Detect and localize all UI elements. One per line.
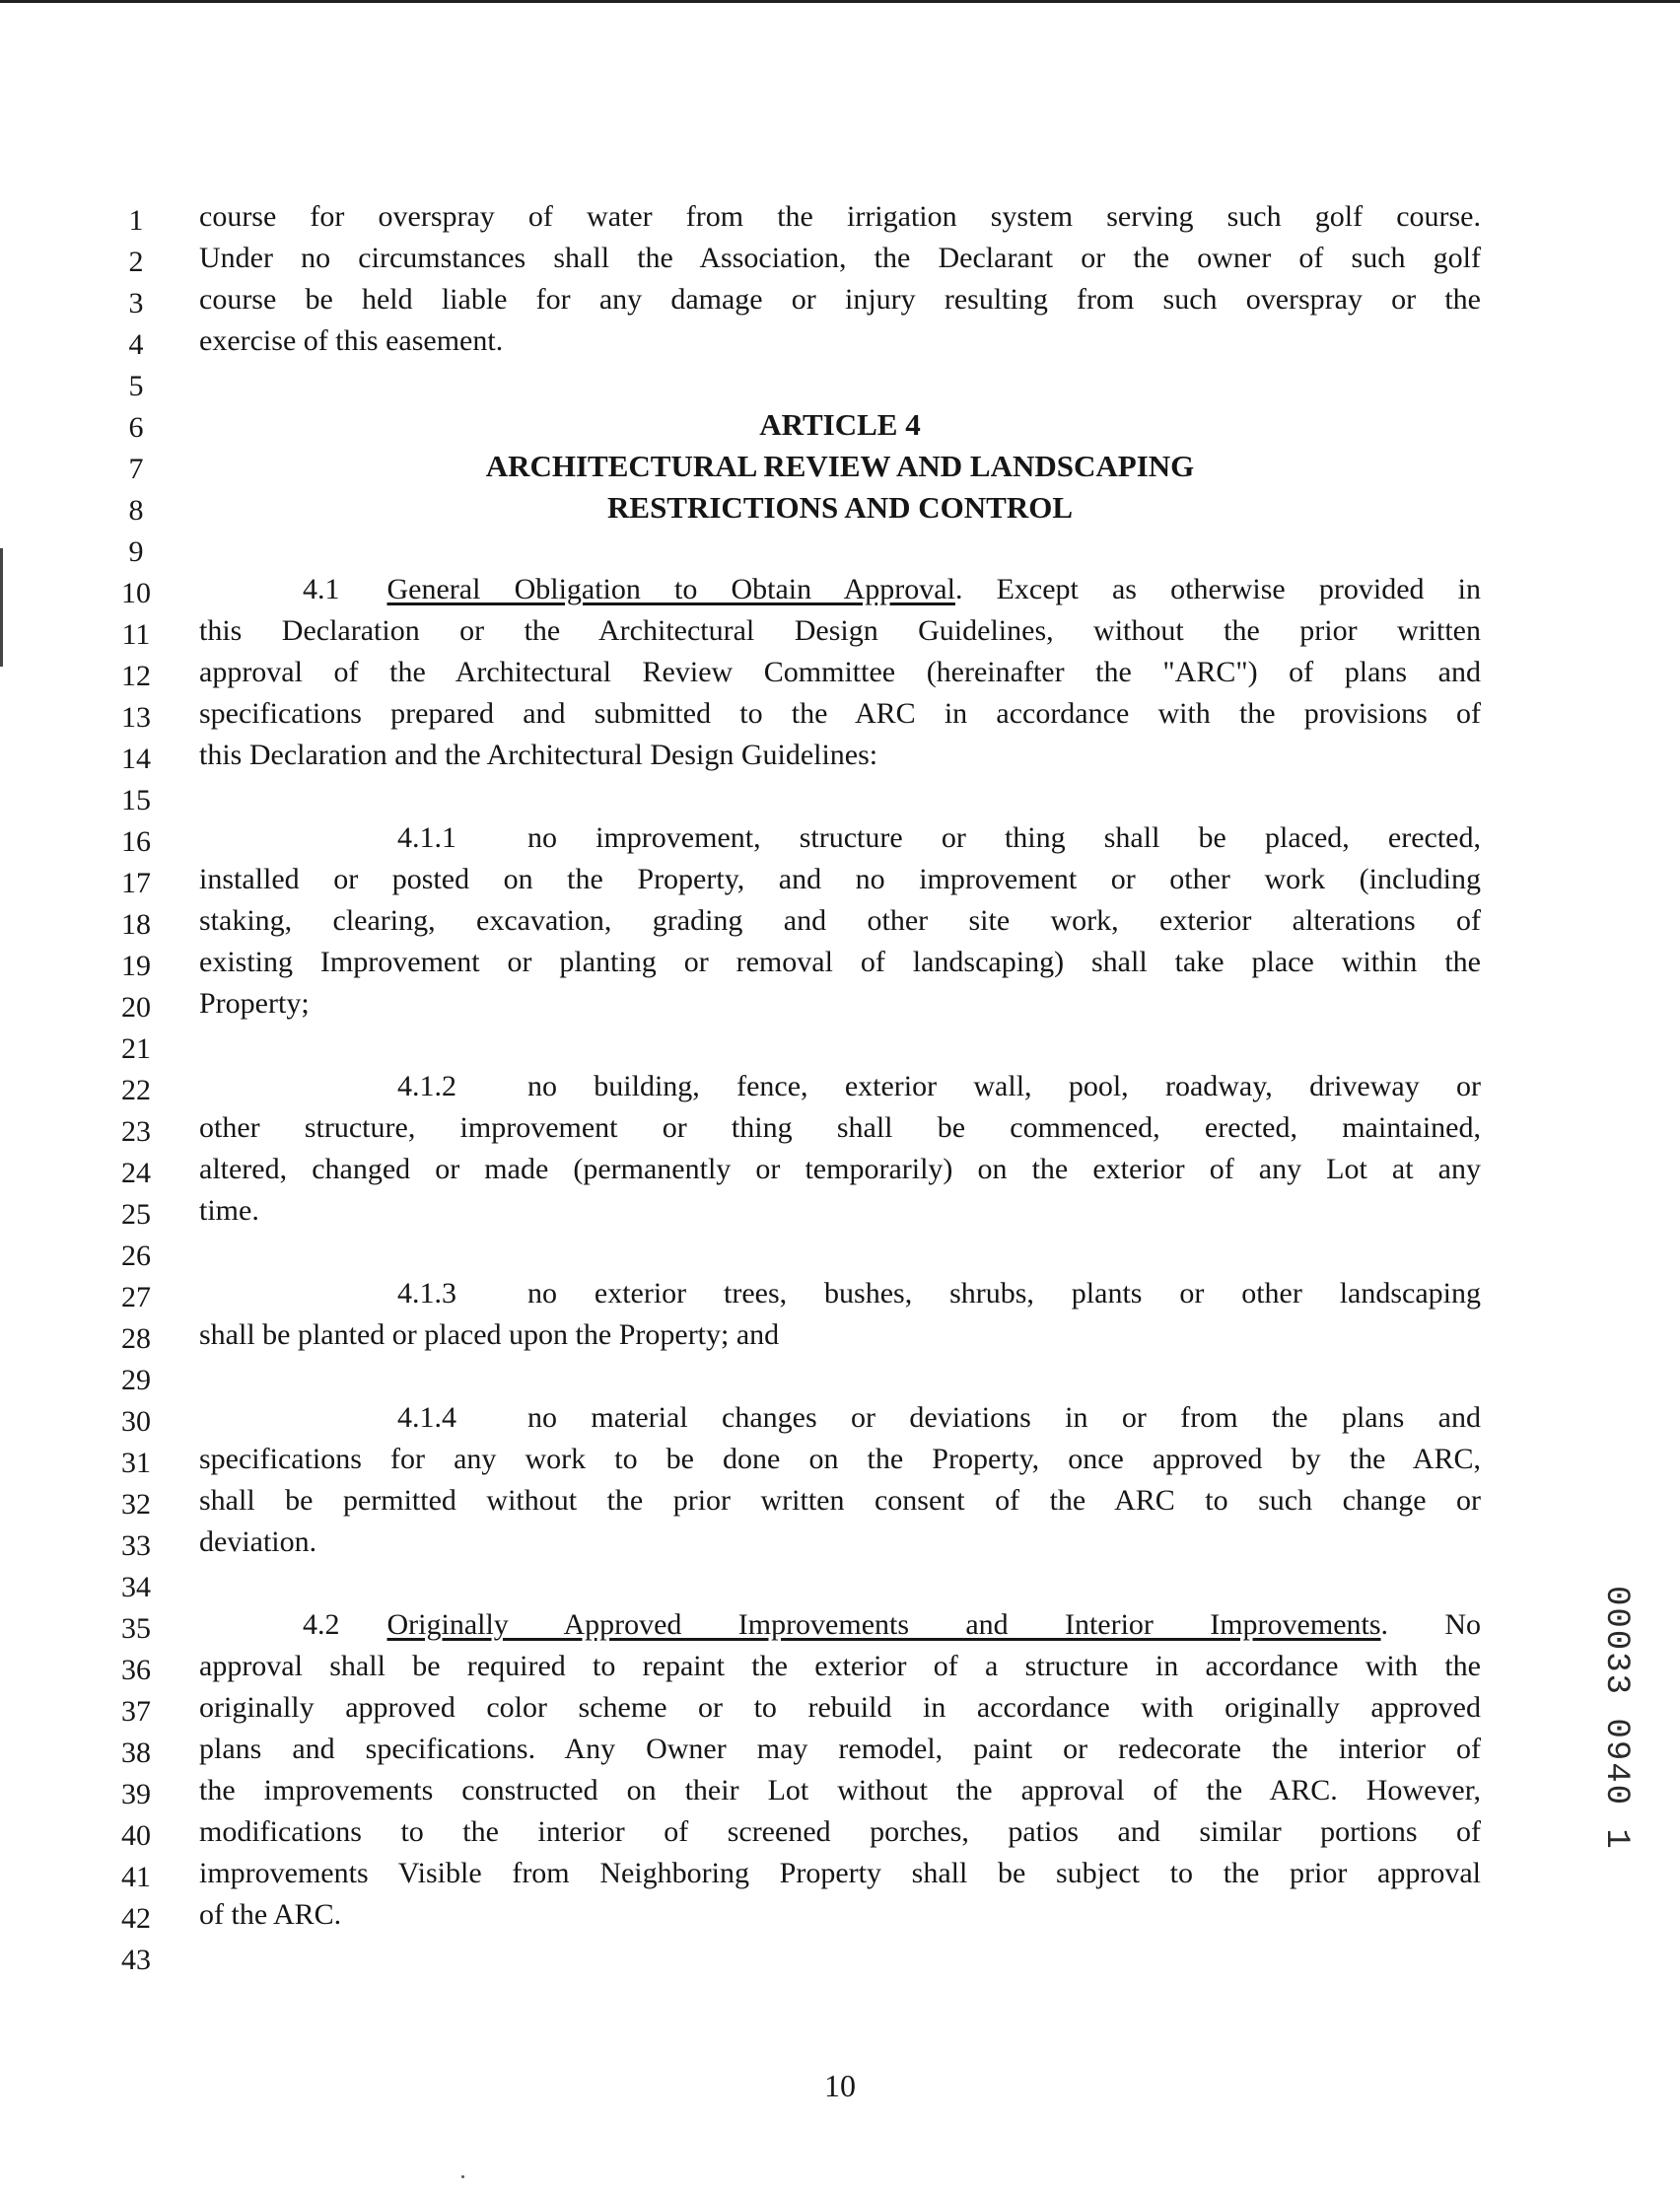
body-line: improvements Visible from Neighboring Property shall be subject to the prior approval	[199, 1857, 1481, 1889]
line-number: 22	[121, 1074, 151, 1106]
section-4-1-2-first-line	[397, 1070, 1481, 1103]
scan-speck	[461, 2175, 464, 2178]
line-number: 26	[121, 1240, 151, 1272]
line-number: 32	[121, 1488, 151, 1521]
body-line: specifications prepared and submitted to the ARC in accordance with the provisions of	[199, 697, 1481, 730]
line-number: 14	[121, 743, 151, 775]
line-number: 41	[121, 1861, 151, 1893]
line-number: 39	[121, 1778, 151, 1810]
line-number: 11	[121, 618, 151, 651]
line-number: 16	[121, 825, 151, 858]
body-line: other structure, improvement or thing shall be commenced, erected, maintained,	[199, 1111, 1481, 1144]
section-text: . No	[1380, 1608, 1482, 1641]
line-number: 20	[121, 991, 151, 1024]
section-number: 4.1.2	[397, 1070, 456, 1102]
body-line: modifications to the interior of screened porches, patios and similar portions of	[199, 1815, 1481, 1848]
body-line: time.	[199, 1194, 259, 1227]
body-line: course for overspray of water from the irrigation system serving such golf course.	[199, 200, 1481, 233]
line-number: 13	[121, 701, 151, 734]
line-number: 25	[121, 1198, 151, 1231]
line-number: 37	[121, 1695, 151, 1728]
body-line: of the ARC.	[199, 1898, 342, 1931]
section-title: General Obligation to Obtain Approval	[386, 573, 955, 605]
section-text: no material changes or deviations in or from the plans and	[527, 1401, 1481, 1434]
line-number: 18	[121, 908, 151, 941]
article-heading-line1: ARTICLE 4	[759, 407, 921, 442]
body-line: this Declaration and the Architectural Design Guidelines:	[199, 739, 878, 771]
body-line: staking, clearing, excavation, grading and other site work, exterior alterations of	[199, 904, 1481, 937]
section-text: no exterior trees, bushes, shrubs, plants or other landscaping	[527, 1277, 1481, 1310]
line-number: 38	[121, 1736, 151, 1769]
section-4-2-first-line	[303, 1608, 1481, 1642]
body-line: originally approved color scheme or to rebuild in accordance with originally approved	[199, 1691, 1481, 1724]
line-number: 10	[121, 577, 151, 609]
body-line: altered, changed or made (permanently or temporarily) on the exterior of any Lot at any	[199, 1153, 1481, 1185]
body-line: course be held liable for any damage or injury resulting from such overspray or the	[199, 283, 1481, 316]
line-number: 19	[121, 950, 151, 982]
article-heading-line2: ARCHITECTURAL REVIEW AND LANDSCAPING	[485, 449, 1195, 483]
line-number: 34	[121, 1571, 151, 1603]
line-number: 23	[121, 1115, 151, 1148]
section-number: 4.1.4	[397, 1401, 456, 1434]
section-4-1-first-line	[303, 573, 1481, 606]
line-number: 7	[128, 453, 144, 485]
section-number: 4.1	[303, 573, 340, 605]
body-line: shall be planted or placed upon the Property; and	[199, 1318, 780, 1351]
line-number: 35	[121, 1612, 151, 1645]
side-recording-stamp: 00033 0940 1	[1597, 1586, 1635, 1851]
body-line: this Declaration or the Architectural Design Guidelines, without the prior written	[199, 614, 1481, 647]
line-number: 29	[121, 1364, 151, 1396]
line-number: 8	[128, 494, 144, 527]
section-number: 4.2	[303, 1608, 340, 1641]
line-number: 6	[128, 411, 144, 444]
line-number: 27	[121, 1281, 151, 1313]
body-line: Under no circumstances shall the Association, the Declarant or the owner of such golf	[199, 242, 1481, 274]
section-text: no building, fence, exterior wall, pool, roadway, driveway or	[527, 1070, 1481, 1102]
line-number: 31	[121, 1447, 151, 1479]
section-4-1-1-first-line	[397, 821, 1481, 855]
line-number: 3	[128, 287, 144, 319]
section-4-1-4-first-line	[397, 1401, 1481, 1435]
body-line: Property;	[199, 987, 310, 1020]
line-number: 9	[128, 535, 144, 568]
page-number: 10	[824, 2068, 856, 2103]
line-number: 4	[128, 328, 144, 361]
line-number: 17	[121, 867, 151, 899]
line-number: 36	[121, 1654, 151, 1686]
line-number: 15	[121, 784, 151, 816]
body-line: exercise of this easement.	[199, 324, 504, 357]
body-line: deviation.	[199, 1525, 317, 1558]
line-number: 5	[128, 370, 144, 402]
line-number: 12	[121, 660, 151, 692]
section-title: Originally Approved Improvements and Interior Improvements	[386, 1608, 1381, 1641]
section-number: 4.1.3	[397, 1277, 456, 1310]
body-line: installed or posted on the Property, and no improvement or other work (including	[199, 863, 1481, 895]
body-line: approval shall be required to repaint the exterior of a structure in accordance with the	[199, 1650, 1481, 1682]
body-line: specifications for any work to be done on the Property, once approved by the ARC,	[199, 1443, 1481, 1475]
body-line: plans and specifications. Any Owner may remodel, paint or redecorate the interior of	[199, 1733, 1481, 1765]
body-line: shall be permitted without the prior written consent of the ARC to such change or	[199, 1484, 1481, 1517]
section-text: no improvement, structure or thing shall be placed, erected,	[527, 821, 1481, 854]
section-text: . Except as otherwise provided in	[954, 573, 1481, 605]
section-number: 4.1.1	[397, 821, 456, 854]
line-number: 30	[121, 1405, 151, 1438]
section-4-1-3-first-line	[397, 1277, 1481, 1311]
line-number: 21	[121, 1032, 151, 1065]
line-number: 33	[121, 1529, 151, 1562]
body-line: the improvements constructed on their Lot without the approval of the ARC. However,	[199, 1774, 1481, 1806]
line-number: 40	[121, 1819, 151, 1852]
line-number: 2	[128, 246, 144, 278]
line-number: 28	[121, 1322, 151, 1355]
line-number: 1	[128, 204, 144, 237]
line-number: 24	[121, 1157, 151, 1189]
body-line: approval of the Architectural Review Committee (hereinafter the "ARC") of plans and	[199, 656, 1481, 688]
line-number: 43	[121, 1944, 151, 1976]
line-number: 42	[121, 1902, 151, 1935]
body-line: existing Improvement or planting or removal of landscaping) shall take place within the	[199, 946, 1481, 978]
article-heading-line3: RESTRICTIONS AND CONTROL	[607, 490, 1073, 525]
